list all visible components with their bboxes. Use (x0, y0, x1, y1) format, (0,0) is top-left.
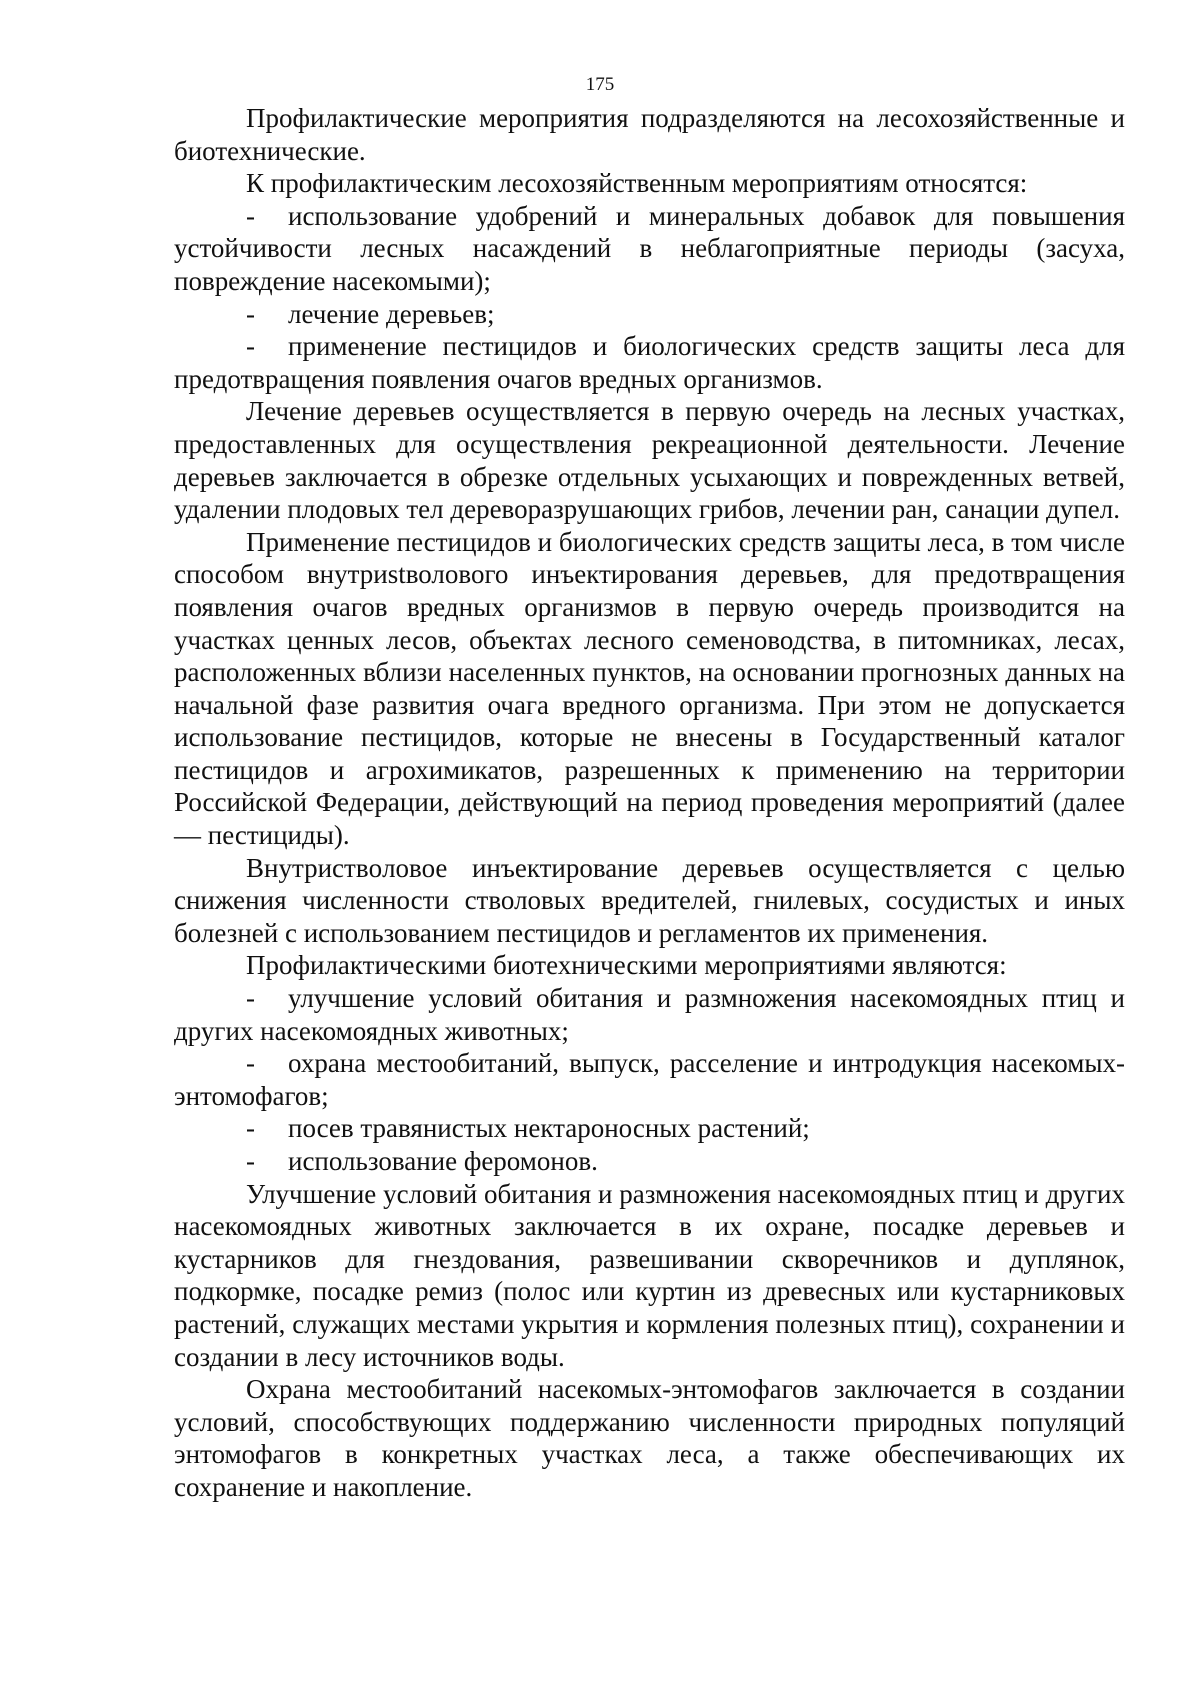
list-item-fertilizers (174, 200, 1125, 298)
paragraph-tree-treatment: Лечение деревьев осуществляется в первую очередь на лесных участках, предоставленных для осуществления рекреационной деятельности. Лечение деревьев заключается в обрезке отдельных усыхающих и поврежденных ветвей, удалении плодовых тел дереворазрушающих грибов, лечении ран, санации дупел. (174, 396, 1125, 525)
paragraph-forestry-measures-heading: К профилактическим лесохозяйственным мероприятиям относятся: (246, 168, 1028, 199)
list-item-text: улучшение условий обитания и размножения насекомоядных птиц и других насекомоядных животных; (174, 983, 1125, 1046)
list-item-text: использование феромонов. (288, 1146, 598, 1176)
list-item-text: лечение деревьев; (288, 298, 495, 329)
bullet-dash: - (246, 298, 255, 329)
paragraph-bird-habitat-improvement: Улучшение условий обитания и размножения насекомоядных птиц и других насекомоядных животных заключается в их охране, посадке деревьев и кустарников для гнездования, развешивании скворечников и дуплянок, подкормке, посадке ремиз (полос или куртин из древесных или кустарниковых растений, служащих местами укрытия и кормления полезных птиц), сохранении и создании в лесу источников воды. (174, 1178, 1125, 1372)
list-item-bird-habitat (174, 982, 1125, 1047)
list-item-pesticides (174, 330, 1125, 395)
list-item-text: посев травянистых нектароносных растений; (288, 1113, 810, 1144)
paragraph-pesticide-application: Применение пестицидов и биологических средств защиты леса, в том числе способом внутриstволового инъектирования деревьев, для предотвращения появления очагов вредных организмов в первую очередь производится на участках ценных лесов, объектах лесного семеноводства, в питомниках, лесах, расположенных вблизи населенных пунктов, на основании прогнозных данных на начальной фазе развития очага вредного организма. При этом не допускается использование пестицидов, которые не внесены в Государственный каталог пестицидов и агрохимикатов, разрешенных к применению на территории Российской Федерации, действующий на период проведения мероприятий (далее — пестициды). (174, 526, 1125, 851)
paragraph-biotechnical-heading: Профилактическими биотехническими мероприятиями являются: (246, 950, 1007, 981)
body-text (174, 102, 1125, 1504)
bullet-dash: - (246, 983, 255, 1014)
list-item-nectar-plants (174, 1112, 1125, 1145)
paragraph-entomophage-protection: Охрана местообитаний насекомых-энтомофагов заключается в создании условий, способствующих поддержанию численности природных популяций энтомофагов в конкретных участках леса, а также обеспечивающих их сохранение и накопление. (174, 1374, 1125, 1502)
list-item-entomophages (174, 1047, 1125, 1112)
bullet-dash: - (246, 1048, 255, 1079)
page-number: 175 (585, 74, 615, 95)
paragraph-intro: Профилактические мероприятия подразделяются на лесохозяйственные и биотехнические. (174, 103, 1125, 166)
bullet-dash: - (246, 331, 255, 362)
list-item-text: применение пестицидов и биологических средств защиты леса для предотвращения появления очагов вредных организмов. (174, 331, 1125, 394)
bullet-dash: - (246, 1146, 255, 1176)
list-item-pheromones (174, 1145, 1125, 1178)
list-item-text: использование удобрений и минеральных добавок для повышения устойчивости лесных насаждений в неблагоприятные периоды (засуха, повреждение насекомыми); (174, 200, 1125, 296)
bullet-dash: - (246, 1113, 255, 1144)
list-item-tree-treatment (174, 298, 1125, 331)
paragraph-trunk-injection: Внутриствoловое инъектирование деревьев осуществляется с целью снижения численности стволовых вредителей, гнилевых, сосудистых и иных болезней с использованием пестицидов и регламентов их применения. (174, 852, 1125, 948)
list-item-text: охрана местообитаний, выпуск, расселение и интродукция насекомых-энтомофагов; (174, 1048, 1125, 1111)
bullet-dash: - (246, 200, 255, 231)
